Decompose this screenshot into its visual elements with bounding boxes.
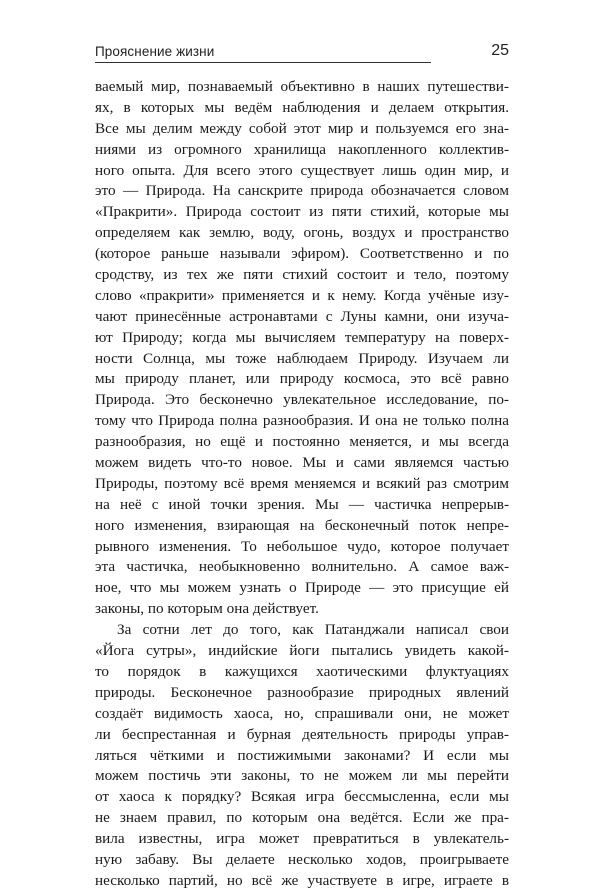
running-title: Прояснение жизни (95, 44, 215, 59)
text-line: слово «пракрити» применяется и к нему. Когда учёные изу- (95, 286, 509, 304)
text-line: вила известны, игра может превратиться в увлекатель- (95, 830, 509, 848)
text-line: ниями из огромного хранилища накопленного коллектив- (95, 140, 509, 158)
text-line: определяем как землю, воду, огонь, воздух и пространство (95, 224, 509, 242)
text-line: ного изменения, взирающая на бесконечный поток непре- (95, 516, 509, 534)
text-line: ляться чёткими и постижимыми законами? И если мы (95, 746, 509, 764)
text-line: ли беспрестанная и бурная деятельность природы управ- (95, 725, 509, 743)
text-line: то порядок в кажущихся хаотическими флуктуациях (95, 662, 509, 680)
text-line: ное, что мы можем узнать о Природе — это присущие ей (95, 579, 509, 597)
text-line: мы природу планет, или природу космоса, это всё равно (95, 370, 509, 388)
paragraph-1 (95, 77, 509, 620)
text-line: ности Солнца, мы тоже наблюдаем Природу. Изучаем ли (95, 349, 509, 367)
text-line: можем постичь эти законы, то не можем ли мы перейти (95, 767, 509, 785)
text-line: законы, по которым она действует. (95, 600, 319, 618)
text-line: За сотни лет до того, как Патанджали написал свои (117, 621, 509, 639)
text-line: тому что Природа полна разнообразия. И она не только полна (95, 412, 509, 430)
text-line: Природы, поэтому всё время меняемся и всякий раз смотрим (95, 474, 509, 492)
text-line: Все мы делим между собой этот мир и пользуемся его зна- (95, 119, 509, 137)
text-line: эта частичка, необыкновенно волнительно. А самое важ- (95, 558, 509, 576)
body-text (95, 77, 509, 892)
text-line: (которое раньше называли эфиром). Соответственно и по (95, 245, 509, 263)
paragraph-2 (95, 620, 509, 892)
text-line: создаёт видимость хаоса, но, спрашивали они, не может (95, 704, 509, 722)
text-line: ваемый мир, познаваемый объективно в наших путешестви- (95, 78, 509, 95)
text-line: ную забаву. Вы делаете несколько ходов, проигрываете (95, 850, 509, 868)
text-line: разнообразия, но ещё и постоянно меняется, и мы всегда (95, 433, 509, 451)
text-line: ют Природу; когда мы вычисляем температуру на поверх- (95, 328, 509, 346)
header-rule (95, 62, 431, 63)
text-line: можем видеть что-то новое. Мы и сами являемся частью (95, 454, 509, 472)
page-number: 25 (491, 42, 509, 59)
text-line: рывного изменения. То небольшое чудо, которое получает (95, 537, 509, 555)
text-line: сродству, из тех же пяти стихий состоит и тело, поэтому (95, 266, 509, 284)
text-line: чают принесённые астронавтами с Луны камни, они изуча- (95, 307, 509, 325)
text-line: природы. Бесконечное разнообразие природных явлений (95, 683, 509, 701)
text-line: «Йога сутры», индийские йоги пытались увидеть какой- (95, 642, 509, 660)
text-line: от хаоса к порядку? Всякая игра бессмысленна, если мы (95, 788, 509, 806)
text-line: ях, в которых мы ведём наблюдения и делаем открытия. (95, 98, 509, 116)
text-line: несколько партий, но всё же участвуете в игре, играете в (95, 871, 509, 889)
text-line: «Пракрити». Природа состоит из пяти стихий, которые мы (95, 203, 509, 221)
text-line: это — Природа. На санскрите природа обозначается словом (95, 182, 509, 200)
text-line: на неё с иной точки зрения. Мы — частичка непрерыв- (95, 495, 509, 513)
text-line: ного опыта. Для всего этого существует лишь один мир, и (95, 161, 509, 179)
text-line: не знаем правил, по которым она ведётся. Если же пра- (95, 809, 509, 827)
running-header (95, 40, 509, 68)
text-line: Природа. Это бесконечно увлекательное исследование, по- (95, 391, 509, 409)
